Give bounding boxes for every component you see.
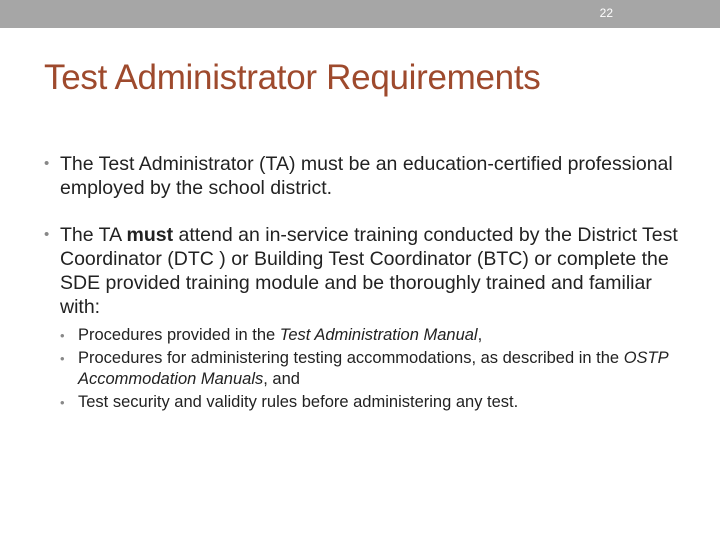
bullet-text-part: The TA (60, 224, 127, 246)
sub-bullet-text (78, 349, 668, 388)
bullet-bold-text: must (126, 224, 174, 246)
bullet-item (44, 223, 684, 413)
bullet-text (60, 224, 678, 318)
sub-bullet-dot-icon: • (60, 328, 65, 343)
sub-bullet-item (60, 325, 684, 346)
slide-top-bar (0, 0, 720, 28)
sub-bullet-item (60, 348, 684, 390)
sub-bullet-item (60, 392, 684, 413)
sub-bullet-text-part: , and (263, 370, 300, 388)
bullet-dot-icon: • (44, 226, 50, 243)
sub-bullet-text (78, 393, 518, 411)
bullet-text: The Test Administrator (TA) must be an education-certified professional employed by the school district. (60, 153, 673, 199)
sub-bullet-text-part: Procedures for administering testing accommodations, as described in the (78, 349, 624, 367)
slide-title: Test Administrator Requirements (44, 58, 541, 97)
sub-bullet-list (60, 325, 684, 413)
sub-bullet-text-part: Test security and validity rules before administering any test. (78, 393, 519, 411)
sub-bullet-dot-icon: • (60, 351, 65, 366)
bullet-item (44, 152, 684, 200)
sub-bullet-text-part: Procedures provided in the (78, 326, 280, 344)
bullet-text-part: attend an in-service training conducted by the District Test Coordinator (DTC ) or Building Test Coordinator (BTC) or complete the SDE provided training module and be thoroughly trained and familiar with: (60, 224, 678, 318)
sub-bullet-dot-icon: • (60, 395, 65, 410)
bullet-dot-icon: • (44, 155, 50, 172)
sub-bullet-italic-text: OSTP Accommodation Manuals (78, 349, 669, 388)
sub-bullet-italic-text: Test Administration Manual (279, 326, 478, 344)
sub-bullet-text-part: , (477, 326, 483, 344)
sub-bullet-text (78, 326, 482, 344)
slide-content (44, 152, 684, 415)
slide-number: 22 (599, 6, 613, 20)
